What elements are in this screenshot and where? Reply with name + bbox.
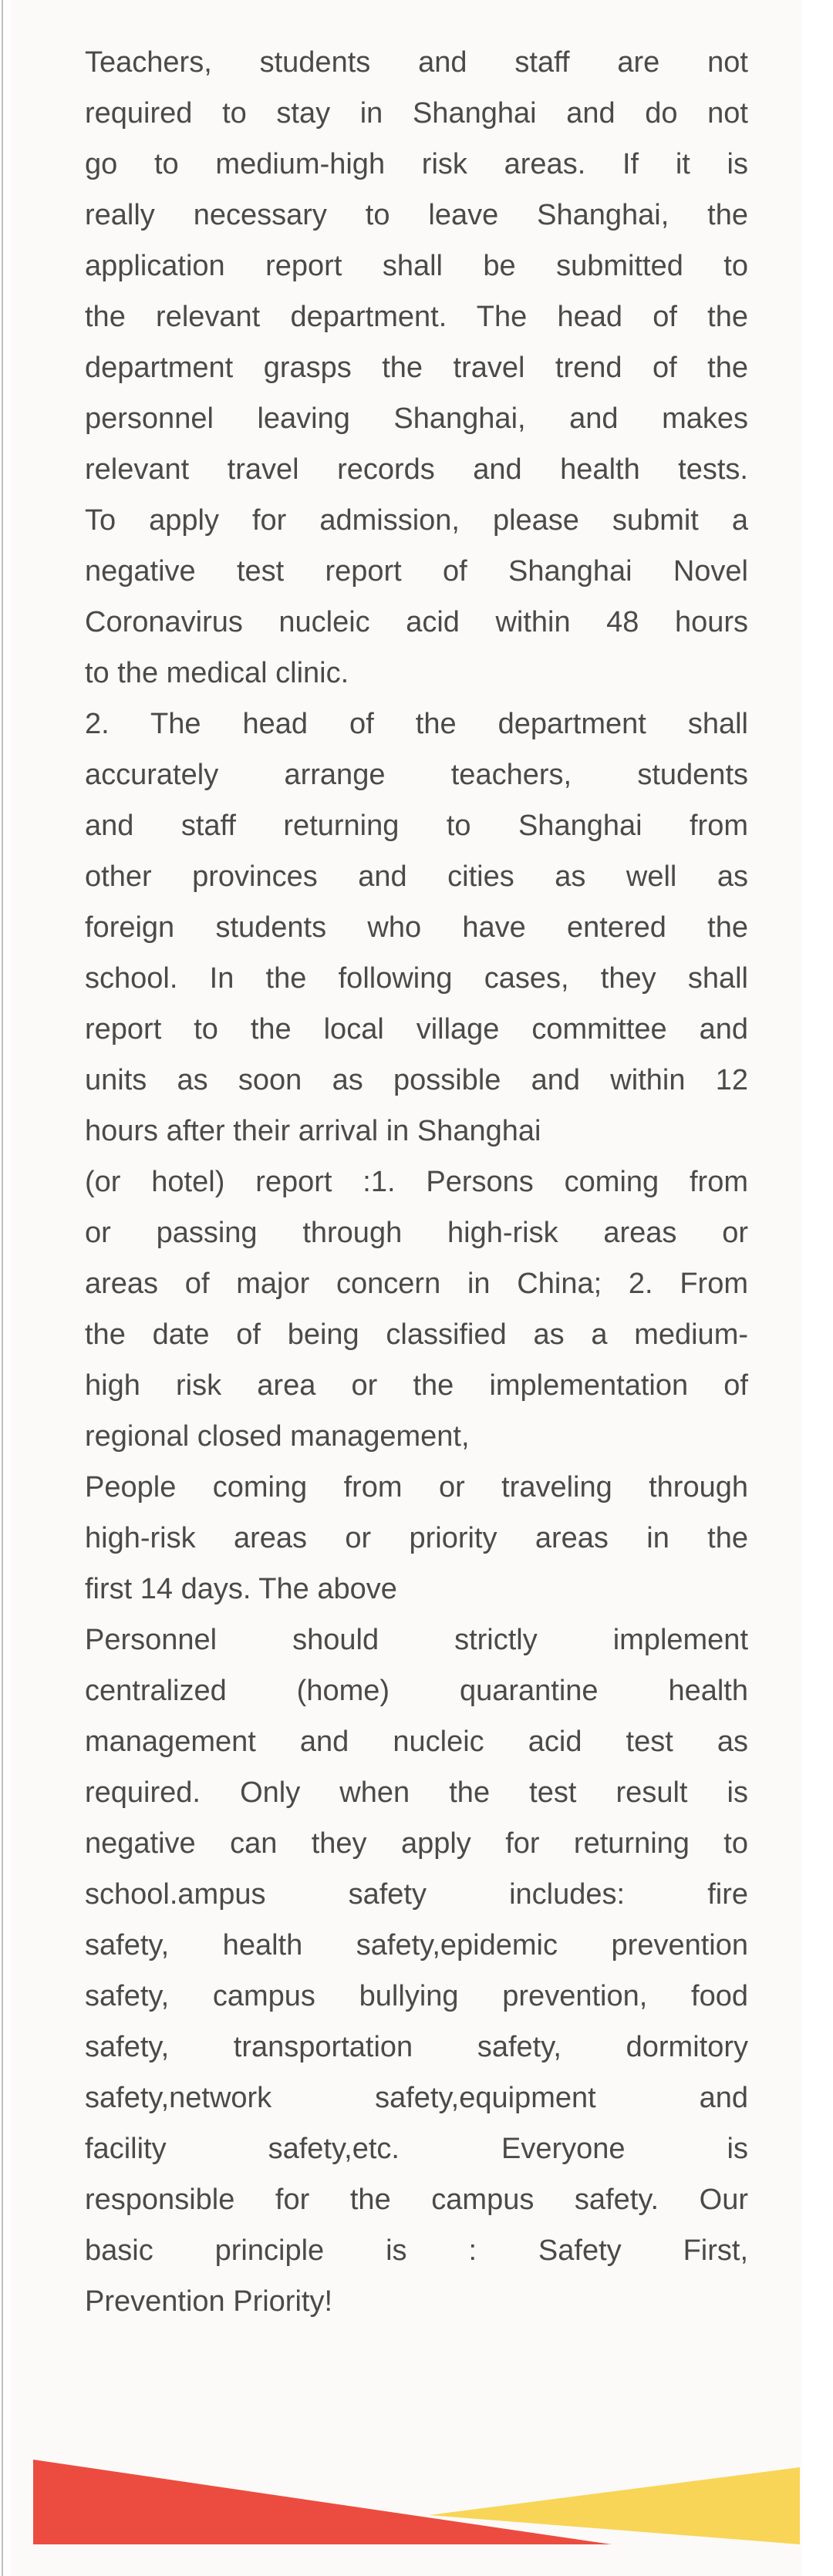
text-line: management and nucleic acid test as <box>85 1726 748 1758</box>
text-line: foreign students who have entered the <box>85 911 748 944</box>
text-line: safety, health safety,epidemic prevention <box>85 1929 748 1961</box>
text-line: units as soon as possible and within 12 <box>85 1064 748 1096</box>
text-line: (or hotel) report :1. Persons coming from <box>85 1166 748 1198</box>
text-line: to the medical clinic. <box>85 657 349 689</box>
text-line: required. Only when the test result is <box>85 1776 748 1809</box>
red-triangle <box>33 2460 612 2544</box>
text-line: hours after their arrival in Shanghai <box>85 1115 541 1147</box>
text-line: To apply for admission, please submit a <box>85 504 748 537</box>
text-line: negative test report of Shanghai Novel <box>85 555 748 588</box>
text-line: regional closed management, <box>85 1420 470 1453</box>
text-line: 2. The head of the department shall <box>85 708 748 740</box>
bottom-ribbon <box>0 2452 833 2576</box>
text-line: responsible for the campus safety. Our <box>85 2184 748 2216</box>
text-line: application report shall be submitted to <box>85 250 748 282</box>
text-line: Coronavirus nucleic acid within 48 hours <box>85 606 748 638</box>
text-line: or passing through high-risk areas or <box>85 1217 748 1249</box>
text-line: the relevant department. The head of the <box>85 301 748 333</box>
window-edge-line <box>2 0 3 2576</box>
text-line: areas of major concern in China; 2. From <box>85 1268 748 1300</box>
document-text <box>85 37 748 2327</box>
text-line: high-risk areas or priority areas in the <box>85 1522 748 1554</box>
text-line: report to the local village committee and <box>85 1013 748 1046</box>
text-line: facility safety,etc. Everyone is <box>85 2133 748 2165</box>
text-line: safety, campus bullying prevention, food <box>85 1980 748 2012</box>
text-line: negative can they apply for returning to <box>85 1827 748 1860</box>
text-line: other provinces and cities as well as <box>85 860 748 893</box>
text-line: really necessary to leave Shanghai, the <box>85 199 748 231</box>
text-line: department grasps the travel trend of the <box>85 352 748 384</box>
text-line: Personnel should strictly implement <box>85 1624 748 1656</box>
text-line: relevant travel records and health tests. <box>85 453 748 486</box>
text-line: go to medium-high risk areas. If it is <box>85 148 748 180</box>
text-line: the date of being classified as a medium- <box>85 1318 748 1351</box>
text-line: and staff returning to Shanghai from <box>85 810 748 842</box>
text-line: high risk area or the implementation of <box>85 1369 748 1402</box>
text-line: first 14 days. The above <box>85 1573 397 1605</box>
text-line: school.ampus safety includes: fire <box>85 1878 748 1911</box>
text-line: People coming from or traveling through <box>85 1471 748 1504</box>
text-line: personnel leaving Shanghai, and makes <box>85 402 748 435</box>
text-line: safety,network safety,equipment and <box>85 2082 748 2114</box>
text-line: Teachers, students and staff are not <box>85 46 748 79</box>
text-line: safety, transportation safety, dormitory <box>85 2031 748 2063</box>
text-line: basic principle is : Safety First, <box>85 2234 748 2267</box>
text-line: required to stay in Shanghai and do not <box>85 97 748 130</box>
text-line: school. In the following cases, they shall <box>85 962 748 995</box>
text-line: accurately arrange teachers, students <box>85 759 748 791</box>
text-line: centralized (home) quarantine health <box>85 1675 748 1707</box>
text-line: Prevention Priority! <box>85 2285 333 2318</box>
